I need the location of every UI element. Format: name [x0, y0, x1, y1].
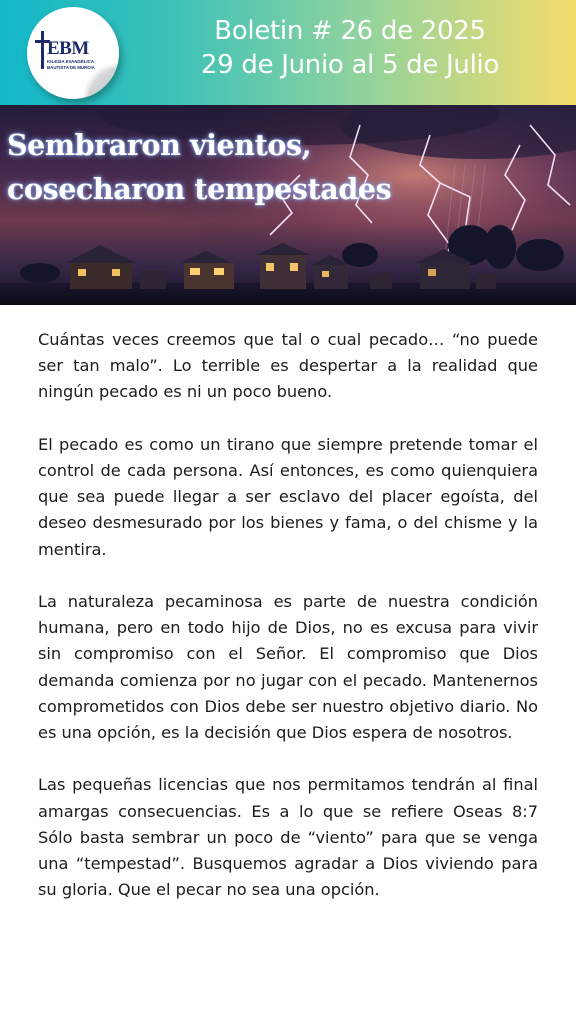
article-body: [38, 327, 538, 930]
logo-subtitle: IGLESIA EVANGÉLICA BAUTISTA DE MURCIA: [47, 59, 95, 70]
hero-title: [7, 123, 427, 211]
header-banner: [0, 0, 576, 105]
cross-icon: [41, 31, 44, 69]
hero-image: [0, 105, 576, 305]
bulletin-dates: 29 de Junio al 5 de Julio: [200, 50, 500, 80]
paragraph: La naturaleza pecaminosa es parte de nuestra condición humana, pero en todo hijo de Dios, no es excusa para vivir sin compromiso con el Señor. El compromiso que Dios demanda comienza por no jugar con el pecado. Mantenernos comprometidos con Dios debe ser nuestro objetivo diario. No es una opción, es la decisión que Dios espera de nosotros.: [38, 592, 538, 743]
hero-title-line-1: Sembraron vientos,: [7, 128, 312, 162]
paragraph: Las pequeñas licencias que nos permitamos tendrán al final amargas consecuencias. Es a lo que se refiere Oseas 8:7 Sólo basta sembrar un poco de “viento” para que se venga una “tempestad”. Busquemos agradar a Dios viviendo para su gloria. Que el pecar no sea una opción.: [38, 775, 538, 900]
hero-title-line-2: cosecharon tempestades: [7, 172, 392, 206]
bulletin-title: Boletin # 26 de 2025: [214, 16, 486, 46]
paragraph: El pecado es como un tirano que siempre pretende tomar el control de cada persona. Así entonces, es como quienquiera que sea puede llegar a ser esclavo del placer egoísta, del deseo desmesurado por los bienes y fama, o del chisme y la mentira.: [38, 434, 538, 559]
church-logo: [27, 7, 119, 99]
sticker-peel: [87, 67, 119, 99]
paragraph: Cuántas veces creemos que tal o cual pecado… “no puede ser tan malo”. Lo terrible es despertar a la realidad que ningún pecado es ni un poco bueno.: [38, 330, 538, 402]
logo-mark: EBM: [47, 38, 89, 59]
